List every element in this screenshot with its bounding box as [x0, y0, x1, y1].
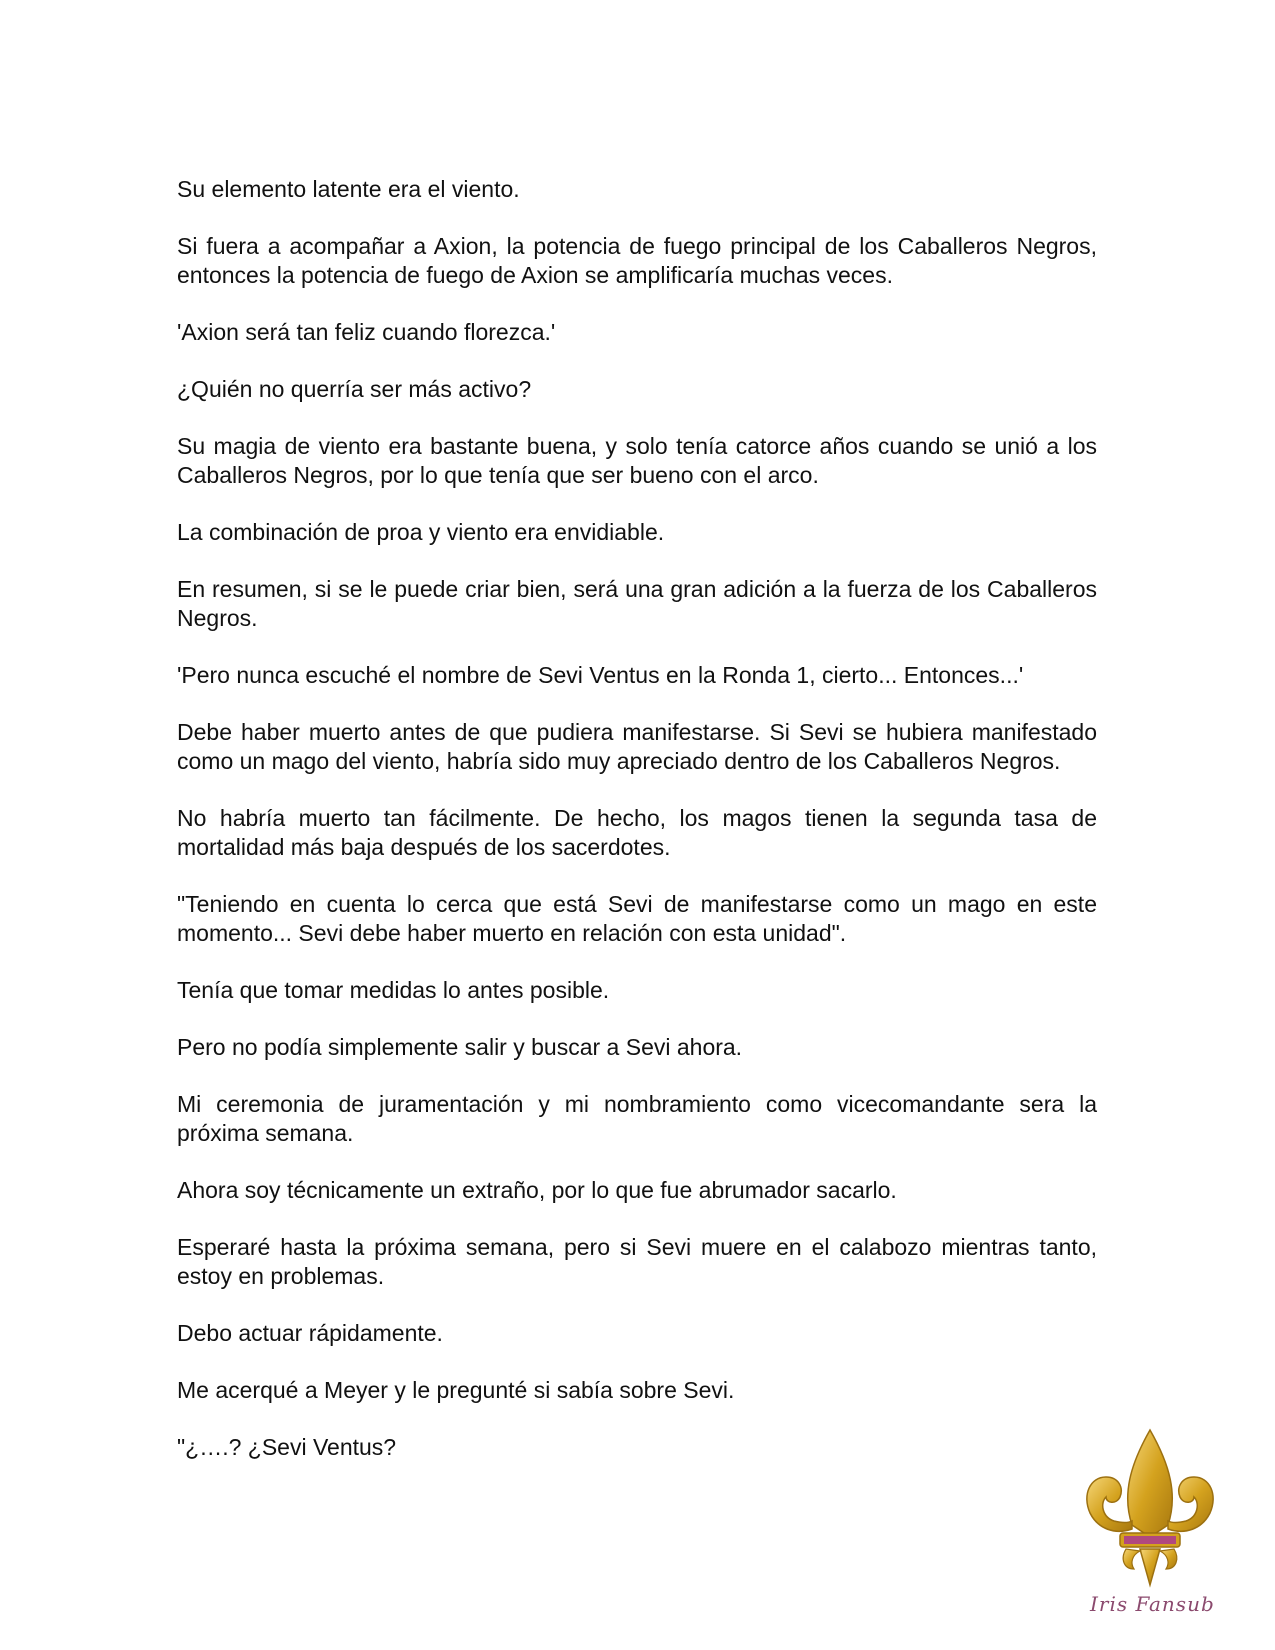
paragraph: Mi ceremonia de juramentación y mi nombramiento como vicecomandante sera la próxima semana.: [177, 1091, 1097, 1146]
paragraph: Esperaré hasta la próxima semana, pero si Sevi muere en el calabozo mientras tanto, estoy en problemas.: [177, 1234, 1097, 1289]
paragraph: Si fuera a acompañar a Axion, la potencia de fuego principal de los Caballeros Negros, entonces la potencia de fuego de Axion se amplificaría muchas veces.: [177, 233, 1097, 288]
paragraph: Ahora soy técnicamente un extraño, por lo que fue abrumador sacarlo.: [177, 1177, 897, 1203]
fleur-de-lis-icon: [1060, 1425, 1240, 1595]
paragraph: Su magia de viento era bastante buena, y solo tenía catorce años cuando se unió a los Caballeros Negros, por lo que tenía que ser bueno con el arco.: [177, 433, 1097, 488]
paragraph: 'Pero nunca escuché el nombre de Sevi Ventus en la Ronda 1, cierto... Entonces...': [177, 662, 1024, 688]
paragraph: "Teniendo en cuenta lo cerca que está Sevi de manifestarse como un mago en este momento... Sevi debe haber muerto en relación con esta unidad".: [177, 891, 1097, 946]
paragraph: Tenía que tomar medidas lo antes posible.: [177, 977, 610, 1003]
paragraph: No habría muerto tan fácilmente. De hecho, los magos tienen la segunda tasa de mortalidad más baja después de los sacerdotes.: [177, 805, 1097, 860]
paragraph: En resumen, si se le puede criar bien, será una gran adición a la fuerza de los Caballeros Negros.: [177, 576, 1097, 631]
paragraph: Debo actuar rápidamente.: [177, 1320, 443, 1346]
paragraph: ¿Quién no querría ser más activo?: [177, 376, 532, 402]
document-body: [177, 175, 1097, 1490]
paragraph: Pero no podía simplemente salir y buscar a Sevi ahora.: [177, 1034, 743, 1060]
paragraph: 'Axion será tan feliz cuando florezca.': [177, 319, 556, 345]
paragraph: Debe haber muerto antes de que pudiera manifestarse. Si Sevi se hubiera manifestado como un mago del viento, habría sido muy apreciado dentro de los Caballeros Negros.: [177, 719, 1097, 774]
paragraph: "¿….? ¿Sevi Ventus?: [177, 1434, 397, 1460]
paragraph: La combinación de proa y viento era envidiable.: [177, 519, 665, 545]
paragraph: Su elemento latente era el viento.: [177, 176, 520, 202]
watermark-label: Iris Fansub: [1090, 1592, 1215, 1616]
paragraph: Me acerqué a Meyer y le pregunté si sabía sobre Sevi.: [177, 1377, 735, 1403]
